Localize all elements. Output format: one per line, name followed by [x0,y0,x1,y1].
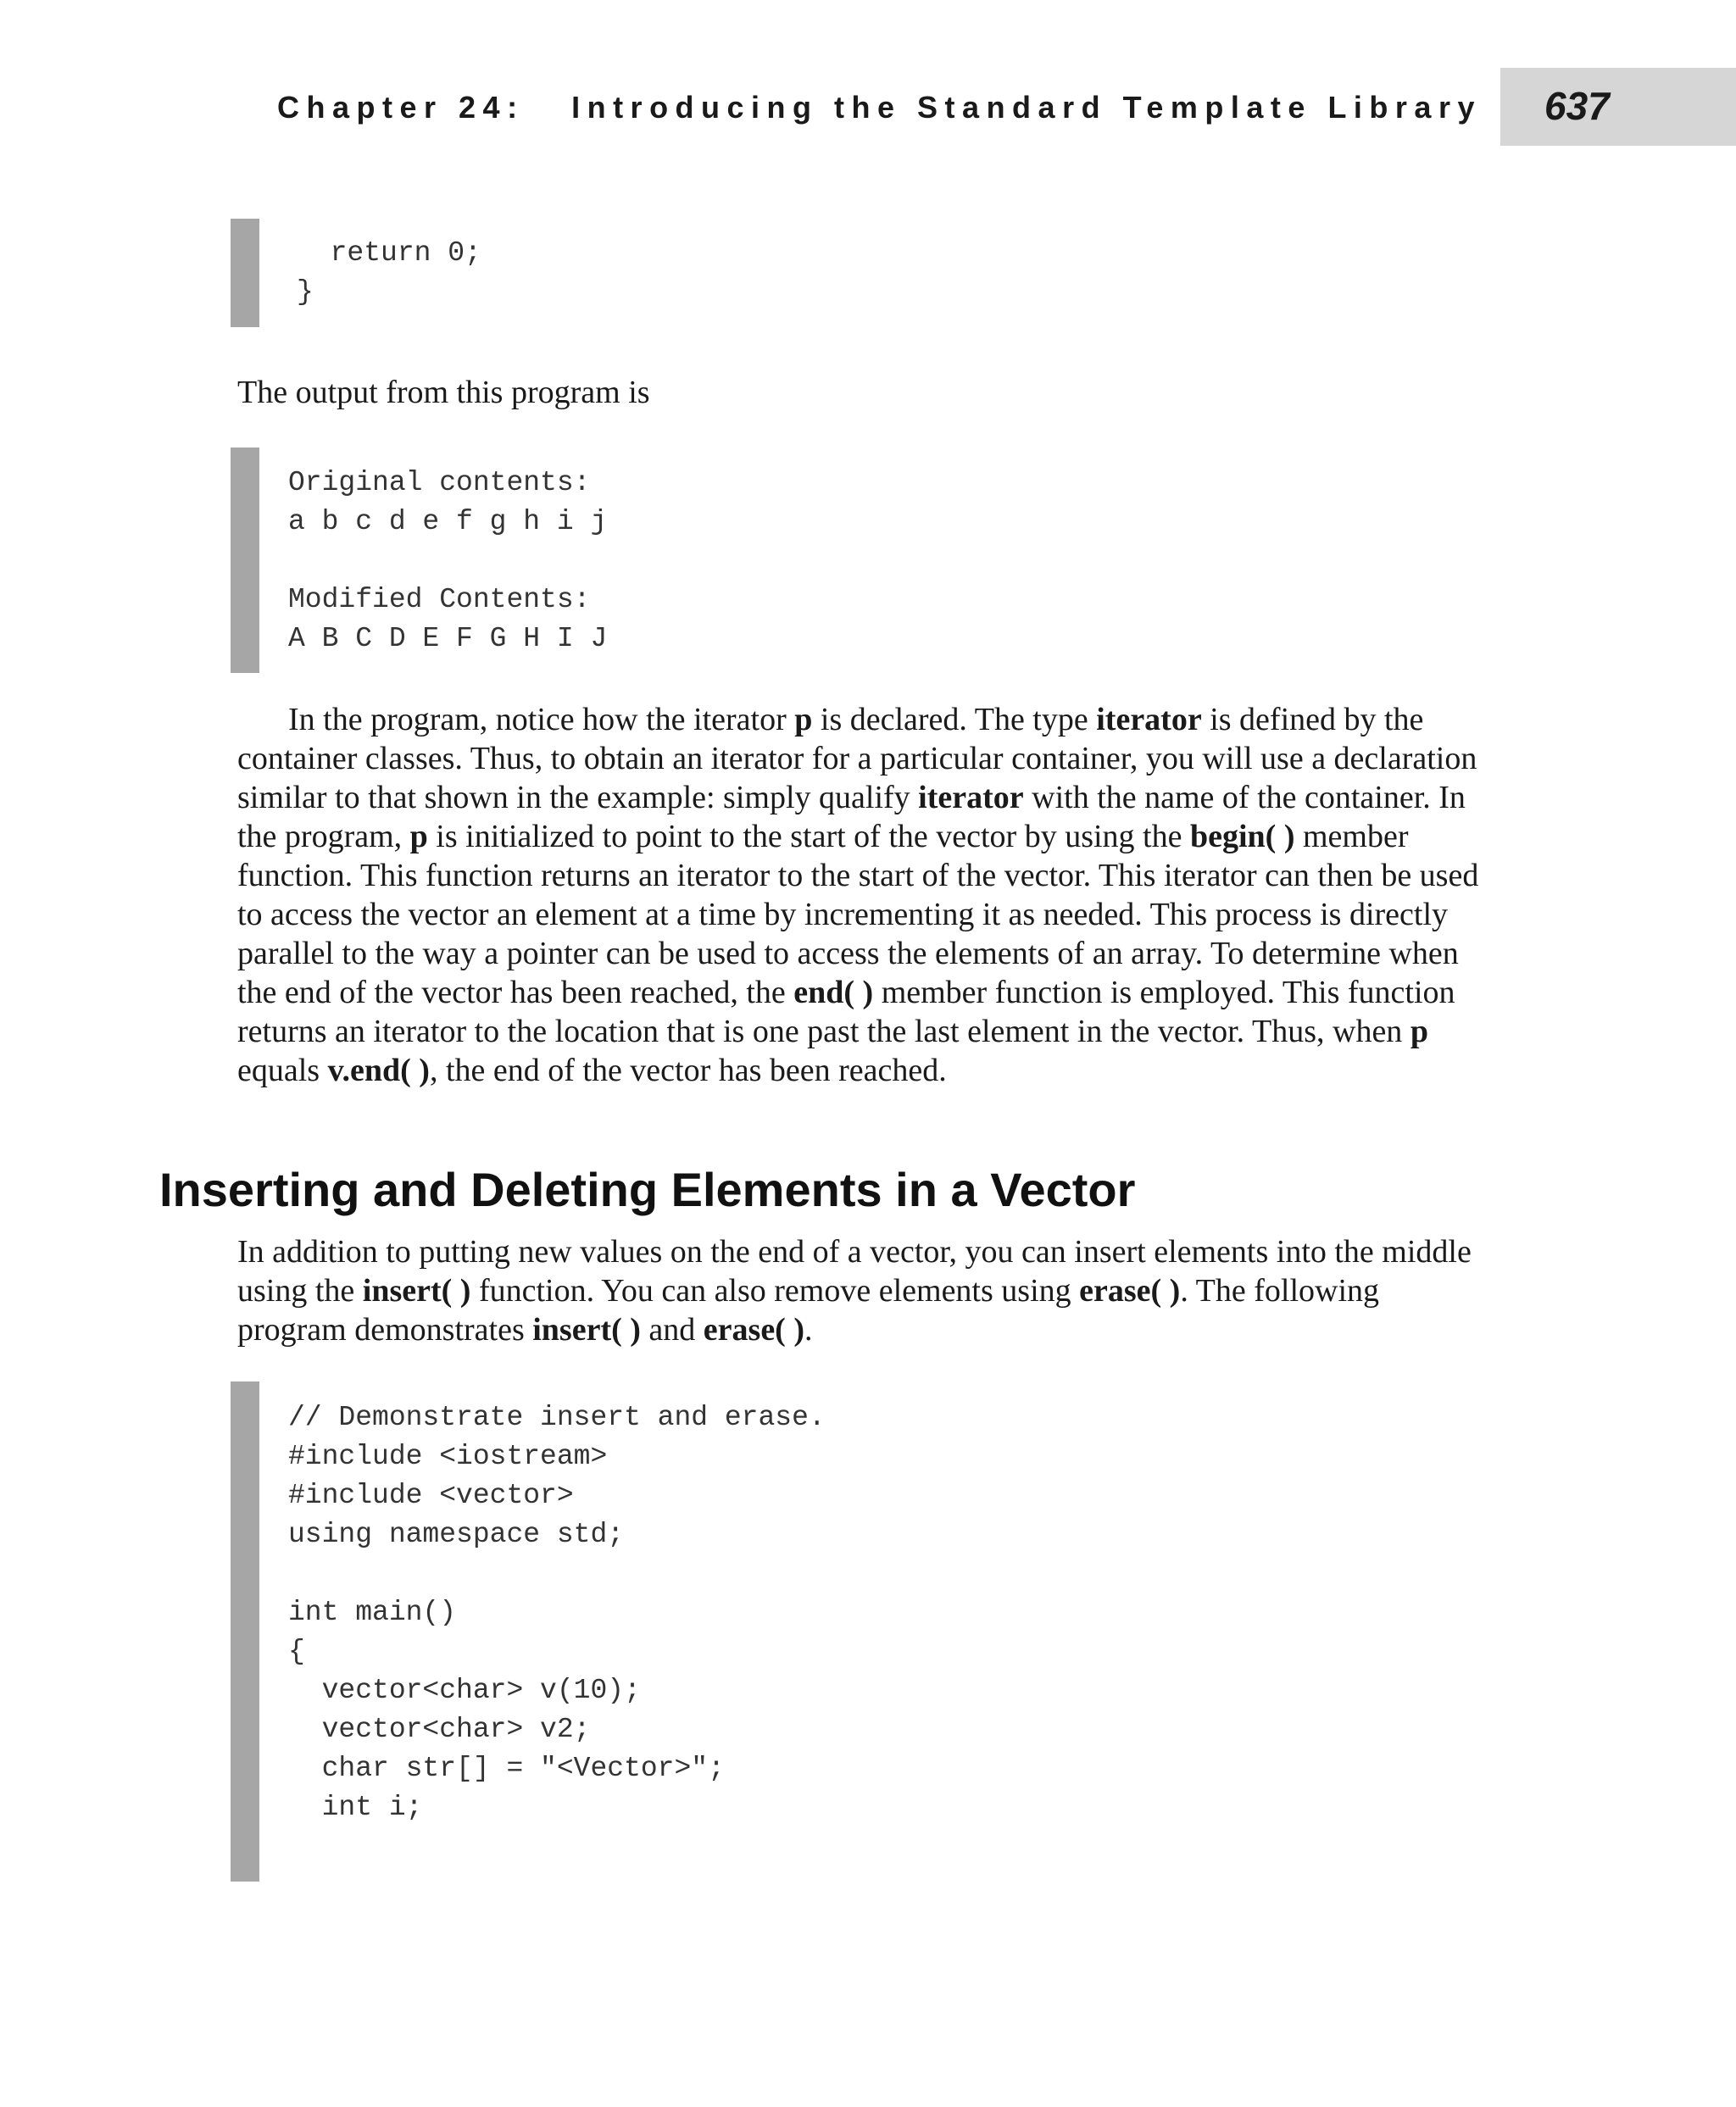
running-header [0,0,1736,153]
code-line: int main() [288,1597,457,1628]
code-line: int i; [288,1792,423,1823]
output-line: Modified Contents: [288,584,591,615]
code-line: vector<char> v(10); [288,1675,641,1706]
text-run: . The following program demonstrates [237,1273,1380,1348]
text-run: and [640,1312,704,1348]
code-line: { [288,1636,305,1667]
paragraph-iterator-explanation [237,700,1492,1090]
output-lines [259,448,607,659]
bold-term: begin( ) [1189,819,1295,854]
code-line: return 0; [297,237,481,269]
paragraph-insert-erase [237,1232,1492,1349]
output-line: A B C D E F G H I J [288,623,608,654]
code-block-insert-erase [231,1382,826,1882]
text-run: with the name of the container. In the program, [237,780,1466,854]
bold-term: p [794,702,813,737]
bold-term: p [409,819,428,854]
code-block-top [231,219,481,327]
output-intro: The output from this program is [237,375,650,410]
bold-term: end( ) [793,975,874,1010]
text-run: In the program, notice how the iterator [288,702,795,737]
code-line: #include <vector> [288,1480,574,1511]
code-line: #include <iostream> [288,1441,608,1472]
bold-term: erase( ) [1079,1273,1181,1309]
code-line: using namespace std; [288,1519,625,1550]
text-run: member function is employed. This function returns an iterator to the location that is one past the last element in the vector. Thus, when [237,975,1455,1049]
output-line: a b c d e f g h i j [288,506,608,537]
text-run: is declared. The type [812,702,1097,737]
bold-term: erase( ) [703,1312,804,1348]
bold-term: insert( ) [362,1273,471,1309]
code-line [288,1554,826,1593]
output-block [231,448,607,673]
text-run: . [804,1312,813,1348]
section-heading: Inserting and Deleting Elements in a Vector [159,1163,1136,1216]
code-line: char str[] = "<Vector>"; [288,1753,725,1784]
bold-term: p [1410,1014,1428,1049]
code-lines [259,1382,826,1827]
chapter-title: Chapter 24: Introducing the Standard Template Library [277,90,1482,125]
bold-term: insert( ) [532,1312,641,1348]
output-line: Original contents: [288,467,591,498]
bold-term: iterator [1096,702,1202,737]
output-line [288,542,607,581]
text-run: member function. This function returns an iterator to the start of the vector. This iterator can then be used to access the vector an element at a time by incrementing it as needed. This process is directly parallel to the way a pointer can be used to access the elements of an array. To determine when the end of the vector has been reached, the [237,819,1479,1010]
text-run: equals [237,1053,328,1088]
text-run: is defined by the container classes. Thus, to obtain an iterator for a particular container, you will use a declaration similar to that shown in the example: simply qualify [237,702,1477,815]
bold-term: v.end( ) [327,1053,430,1088]
code-line: } [297,276,314,308]
code-line: vector<char> v2; [288,1714,591,1745]
code-line: // Demonstrate insert and erase. [288,1402,826,1433]
page-number: 637 [1544,84,1610,128]
page-number-tab [1500,68,1736,146]
text-run: is initialized to point to the start of the vector by using the [427,819,1190,854]
text-run: , the end of the vector has been reached. [429,1053,947,1088]
code-lines [259,219,481,312]
text-run: function. You can also remove elements using [470,1273,1080,1309]
text-run: In addition to putting new values on the end of a vector, you can insert elements into the middle using the [237,1234,1472,1309]
bold-term: iterator [918,780,1024,815]
